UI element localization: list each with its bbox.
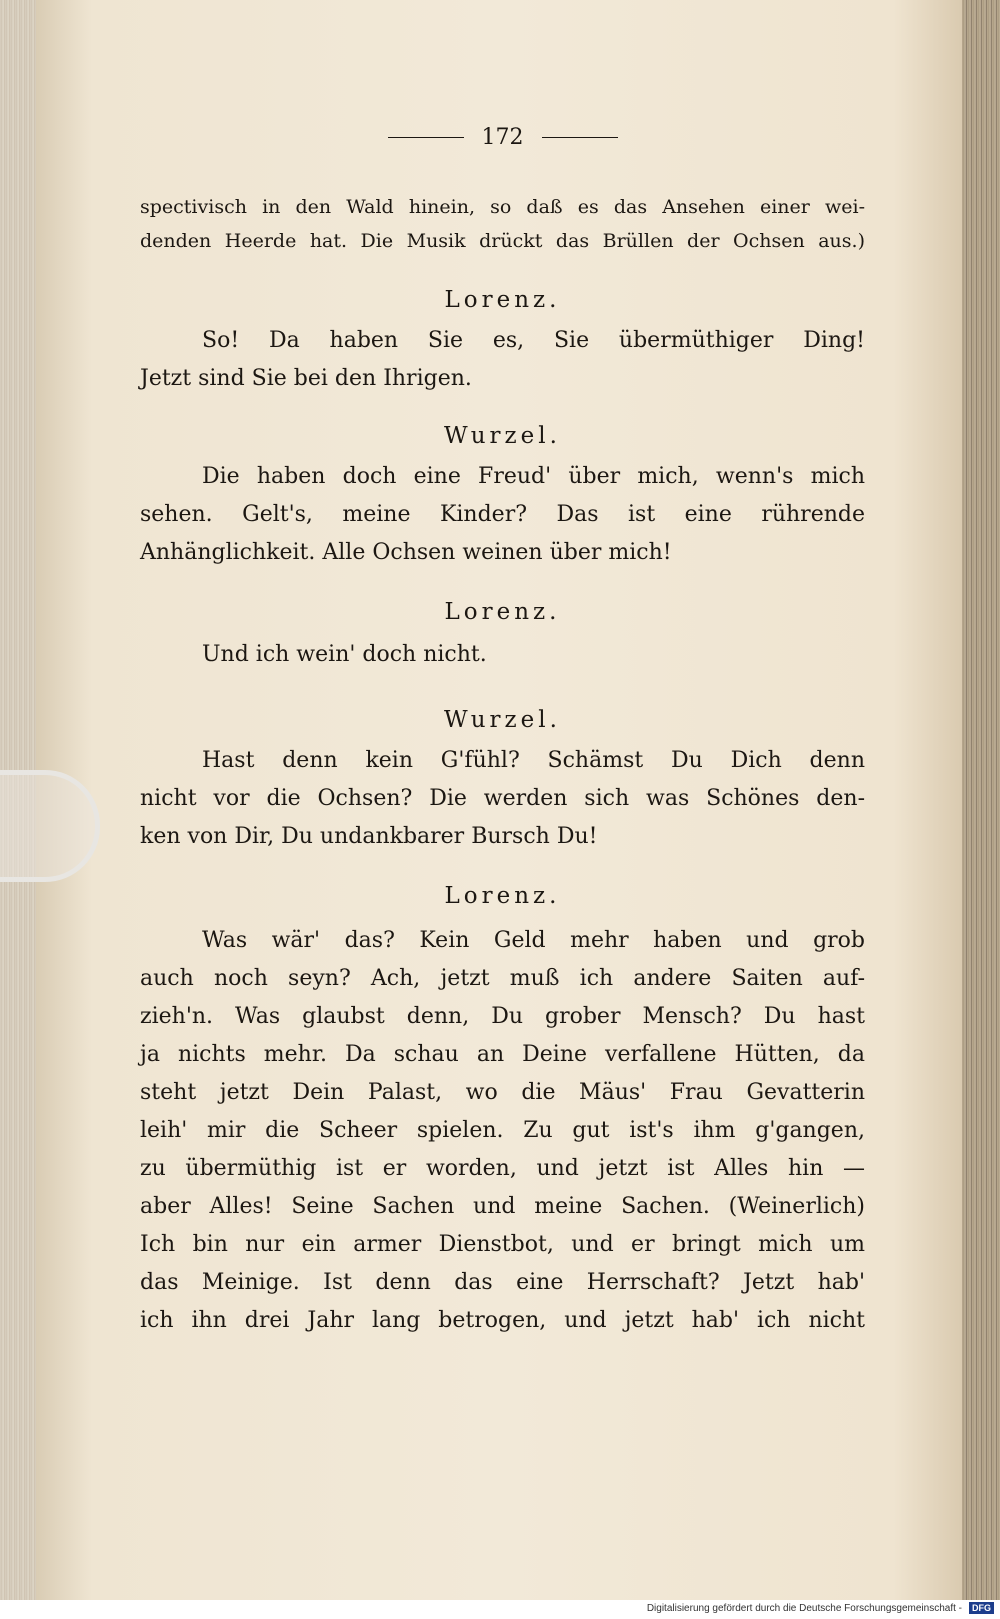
- speaker-name: Lorenz.: [444, 599, 561, 625]
- speech-text: [140, 636, 865, 674]
- text-line: ich ihn drei Jahr lang betrogen, und jetzt hab' ich nicht: [140, 1308, 865, 1333]
- speech-text: [140, 322, 865, 398]
- text-line: sehen. Gelt's, meine Kinder? Das ist eine rührende: [140, 502, 865, 527]
- stage-direction: [140, 190, 865, 258]
- text-line: auch noch seyn? Ach, jetzt muß ich andere Saiten auf-: [140, 966, 865, 991]
- speech-text: [140, 742, 865, 856]
- page-number: 172: [481, 125, 524, 150]
- dfg-logo: DFG: [969, 1602, 994, 1614]
- text-line: ja nichts mehr. Da schau an Deine verfallene Hütten, da: [140, 1042, 865, 1067]
- text-line: spectivisch in den Wald hinein, so daß es das Ansehen einer wei-: [140, 196, 865, 218]
- text-line: steht jetzt Dein Palast, wo die Mäus' Frau Gevatterin: [140, 1080, 865, 1105]
- footer-credit: Digitalisierung gefördert durch die Deutsche Forschungsgemeinschaft -: [646, 1603, 962, 1614]
- text-line: zu übermüthig ist er worden, und jetzt ist Alles hin —: [140, 1156, 865, 1181]
- text-line: Ich bin nur ein armer Dienstbot, und er bringt mich um: [140, 1232, 865, 1257]
- text-line: Die haben doch eine Freud' über mich, wenn's mich: [202, 464, 865, 489]
- speaker-name: Wurzel.: [444, 423, 561, 449]
- speaker-name: Wurzel.: [444, 707, 561, 733]
- text-line: So! Da haben Sie es, Sie übermüthiger Ding!: [202, 328, 865, 353]
- text-line: das Meinige. Ist denn das eine Herrschaft? Jetzt hab': [140, 1270, 865, 1295]
- text-line: ken von Dir, Du undankbarer Bursch Du!: [140, 824, 598, 849]
- speaker-name: Lorenz.: [444, 883, 561, 909]
- text-line: denden Heerde hat. Die Musik drückt das Brüllen der Ochsen aus.): [140, 230, 865, 252]
- speaker-name: Lorenz.: [444, 287, 561, 313]
- text-line: Anhänglichkeit. Alle Ochsen weinen über mich!: [140, 540, 672, 565]
- text-line: zieh'n. Was glaubst denn, Du grober Mensch? Du hast: [140, 1004, 865, 1029]
- header-rule-left: [388, 137, 464, 138]
- text-line: nicht vor die Ochsen? Die werden sich was Schönes den-: [140, 786, 865, 811]
- text-line: aber Alles! Seine Sachen und meine Sachen. (Weinerlich): [140, 1194, 865, 1219]
- text-line: Hast denn kein G'fühl? Schämst Du Dich denn: [202, 748, 865, 773]
- header-rule-right: [542, 137, 618, 138]
- text-line: Jetzt sind Sie bei den Ihrigen.: [140, 366, 472, 391]
- text-line: leih' mir die Scheer spielen. Zu gut ist's ihm g'gangen,: [140, 1118, 865, 1143]
- text-line: Und ich wein' doch nicht.: [202, 642, 487, 667]
- page-header: [140, 125, 865, 150]
- book-page-edges-right: [962, 0, 1000, 1600]
- speech-text: [140, 922, 865, 1340]
- text-line: Was wär' das? Kein Geld mehr haben und grob: [202, 928, 865, 953]
- speech-text: [140, 458, 865, 572]
